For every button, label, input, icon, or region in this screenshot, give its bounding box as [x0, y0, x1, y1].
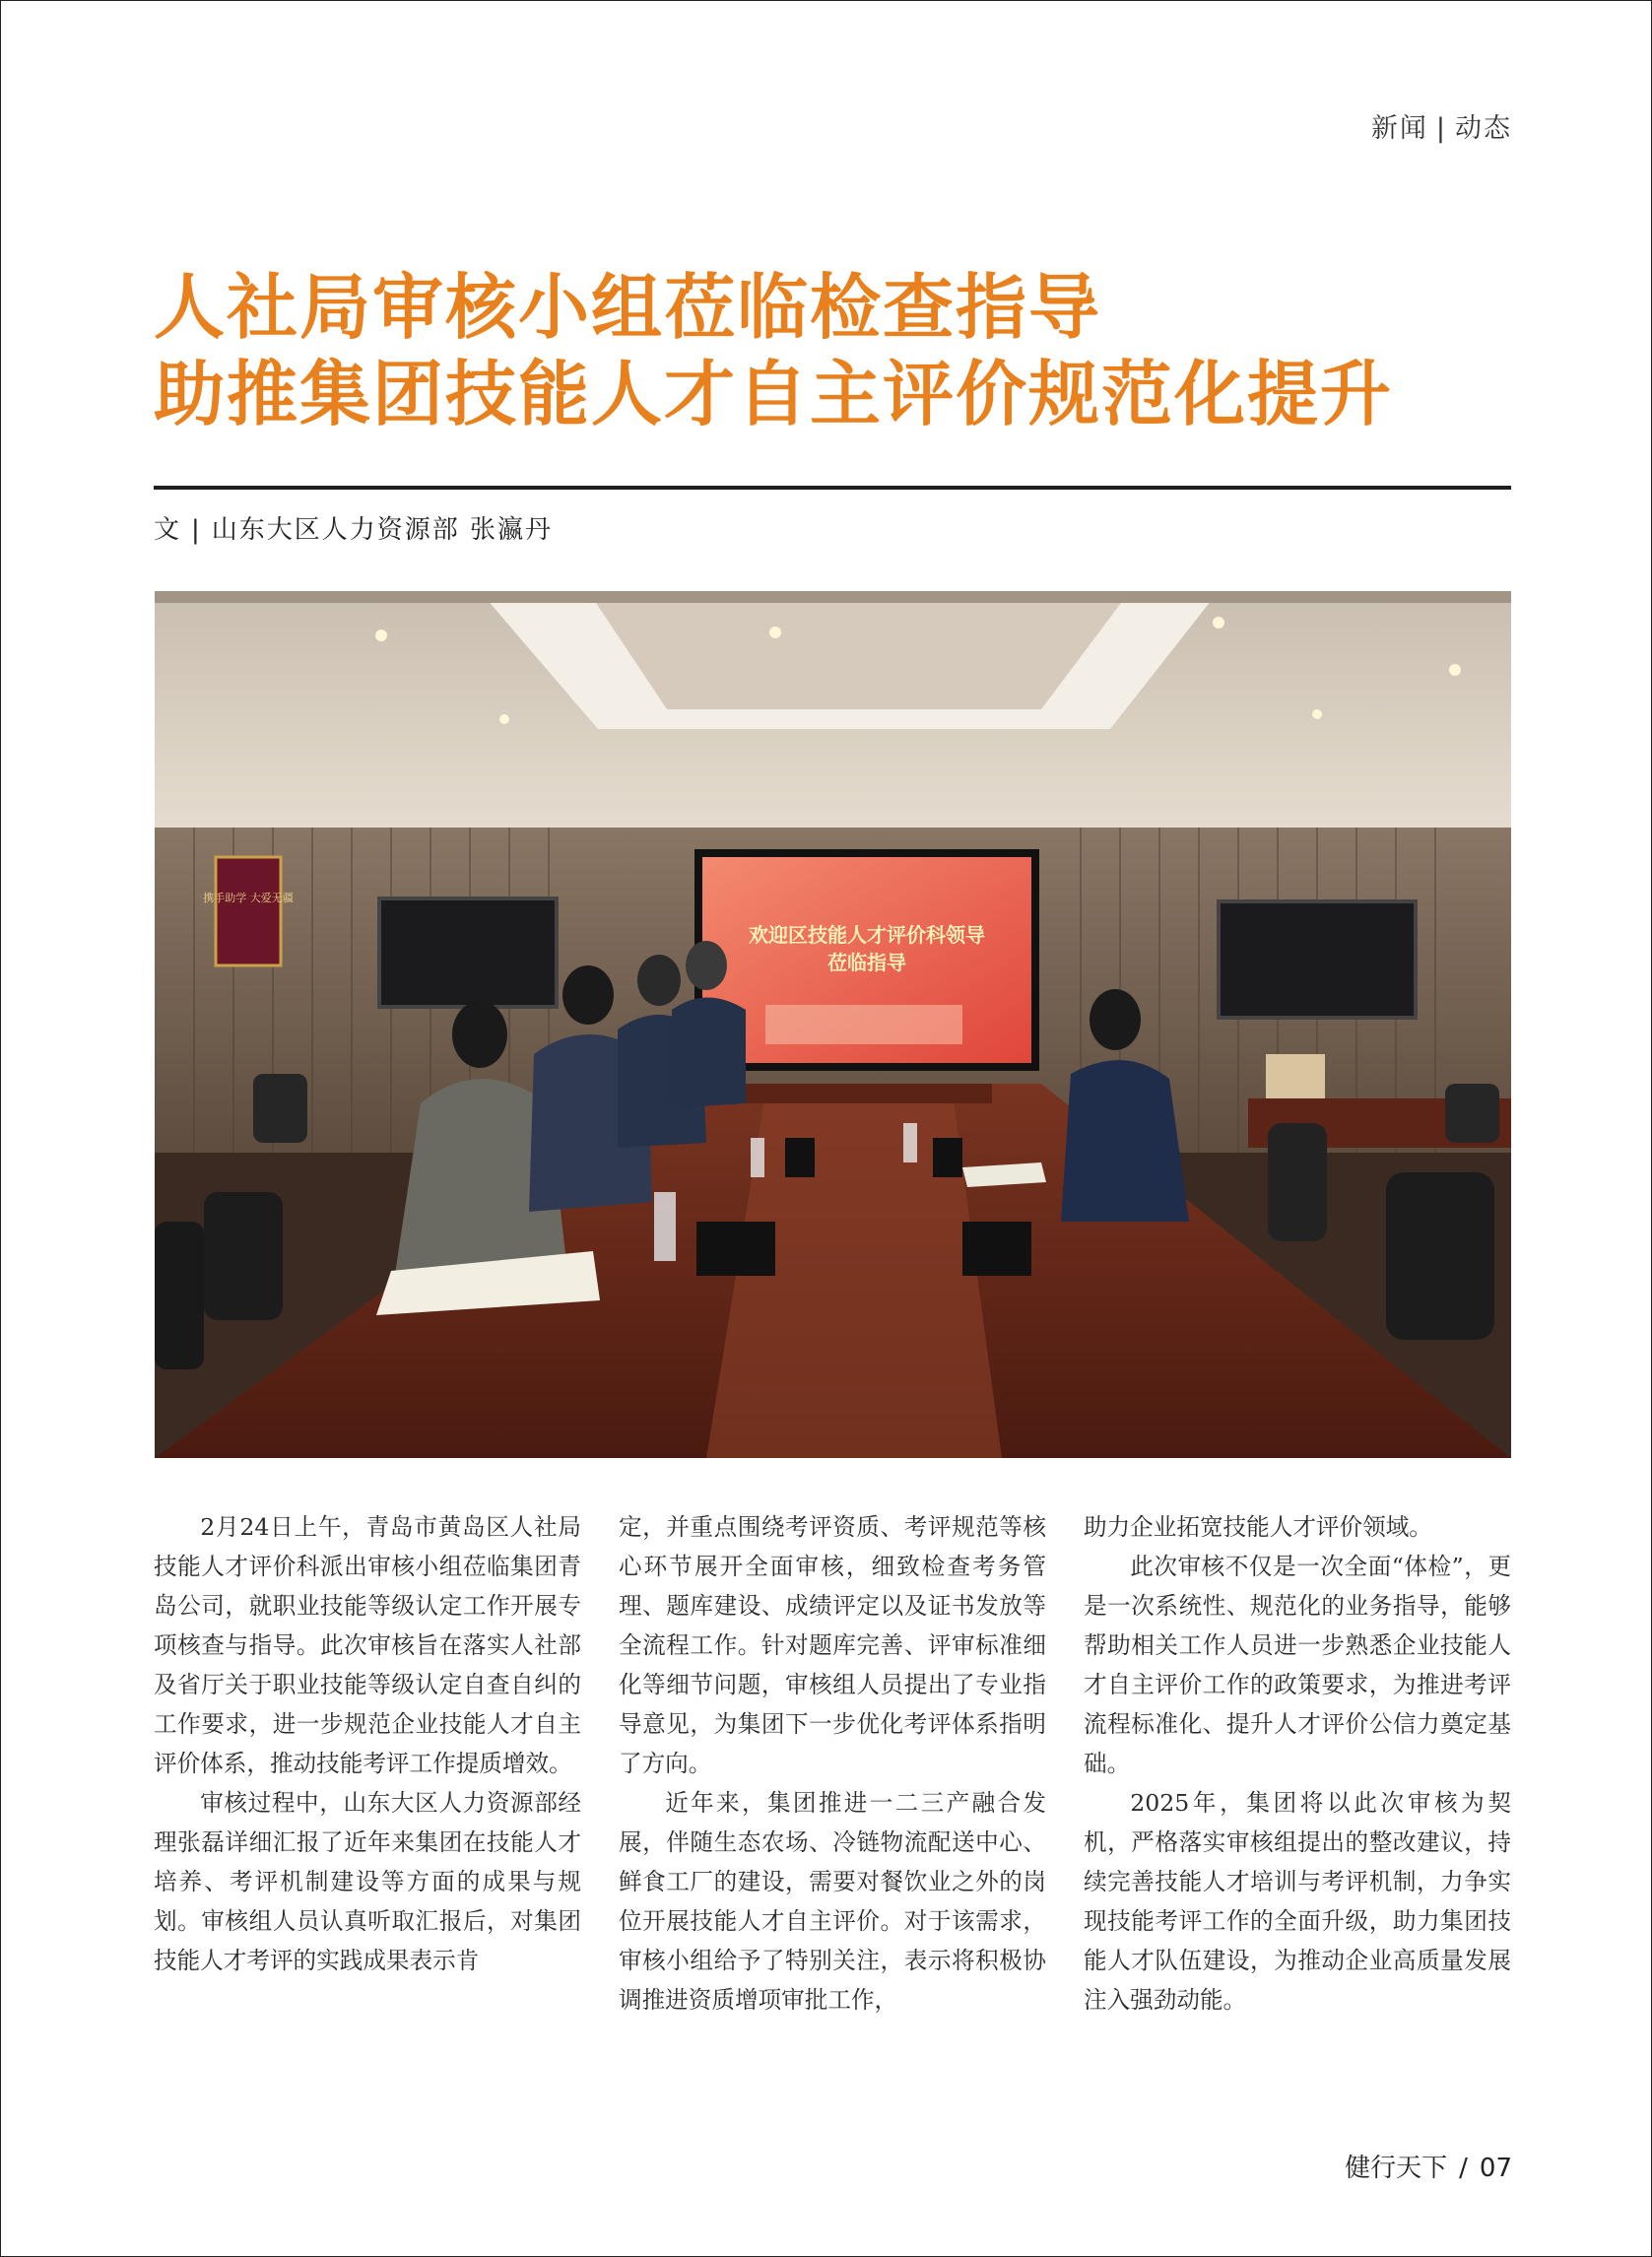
meeting-photo	[155, 591, 1511, 1458]
publication-name: 健行天下	[1345, 2154, 1448, 2183]
screen-text-line1: 欢迎区技能人才评价科领导	[749, 923, 985, 947]
article-column-1	[154, 1507, 581, 2020]
article-column-3	[1084, 1507, 1511, 2020]
paragraph-3: 近年来，集团推进一二三产融合发展，伴随生态农场、冷链物流配送中心、鲜食工厂的建设，需要对餐饮业之外的岗位开展技能人才自主评价。对于该需求，审核小组给予了特别关注，表示将积极协调推进资质增项审批工作，	[619, 1789, 1046, 2014]
article-column-2	[619, 1507, 1046, 2020]
byline-prefix: 文	[154, 515, 182, 545]
title-divider	[154, 486, 1511, 490]
page-number: 07	[1479, 2154, 1512, 2183]
section-tag-news: 新闻	[1370, 113, 1428, 144]
paragraph-3-continued: 助力企业拓宽技能人才评价领域。	[1084, 1513, 1432, 1541]
paragraph-1: 2月24日上午，青岛市黄岛区人社局技能人才评价科派出审核小组莅临集团青岛公司，就职业技能等级认定工作开展专项核查与指导。此次审核旨在落实人社部及省厅关于职业技能等级认定自查自纠的工作要求，进一步规范企业技能人才自主评价体系，推动技能考评工作提质增效。	[154, 1513, 581, 1777]
section-tag-dynamics: 动态	[1455, 113, 1512, 144]
paragraph-4: 此次审核不仅是一次全面“体检”，更是一次系统性、规范化的业务指导，能够帮助相关工作人员进一步熟悉企业技能人才自主评价工作的政策要求，为推进考评流程标准化、提升人才评价公信力奠定基础。	[1084, 1553, 1511, 1777]
screen-text-line2: 莅临指导	[827, 951, 906, 974]
byline-author: 山东大区人力资源部 张瀛丹	[211, 515, 554, 545]
section-tag	[1371, 106, 1512, 145]
byline	[154, 509, 553, 546]
article-title	[154, 264, 1523, 437]
article-title-line1: 人社局审核小组莅临检查指导	[154, 265, 1102, 349]
page-footer	[1345, 2148, 1512, 2184]
article-body	[154, 1507, 1511, 2020]
paragraph-5: 2025年，集团将以此次审核为契机，严格落实审核组提出的整改建议，持续完善技能人才培训与考评机制，力争实现技能考评工作的全面升级，助力集团技能人才队伍建设，为推动企业高质量发展注入强劲动能。	[1084, 1789, 1511, 2014]
section-tag-separator: |	[1435, 113, 1447, 144]
article-title-line2: 助推集团技能人才自主评价规范化提升	[154, 352, 1394, 435]
paragraph-2-continued: 定，并重点围绕考评资质、考评规范等核心环节展开全面审核，细致检查考务管理、题库建设、成绩评定以及证书发放等全流程工作。针对题库完善、评审标准细化等细节问题，审核组人员提出了专业指导意见，为集团下一步优化考评体系指明了方向。	[619, 1513, 1046, 1777]
footer-slash: /	[1459, 2154, 1468, 2183]
banner-text: 携手助学 大爱无疆	[203, 892, 294, 904]
byline-separator: |	[191, 515, 202, 545]
paragraph-2: 审核过程中，山东大区人力资源部经理张磊详细汇报了近年来集团在技能人才培养、考评机制建设等方面的成果与规划。审核组人员认真听取汇报后，对集团技能人才考评的实践成果表示肯	[154, 1789, 581, 1974]
